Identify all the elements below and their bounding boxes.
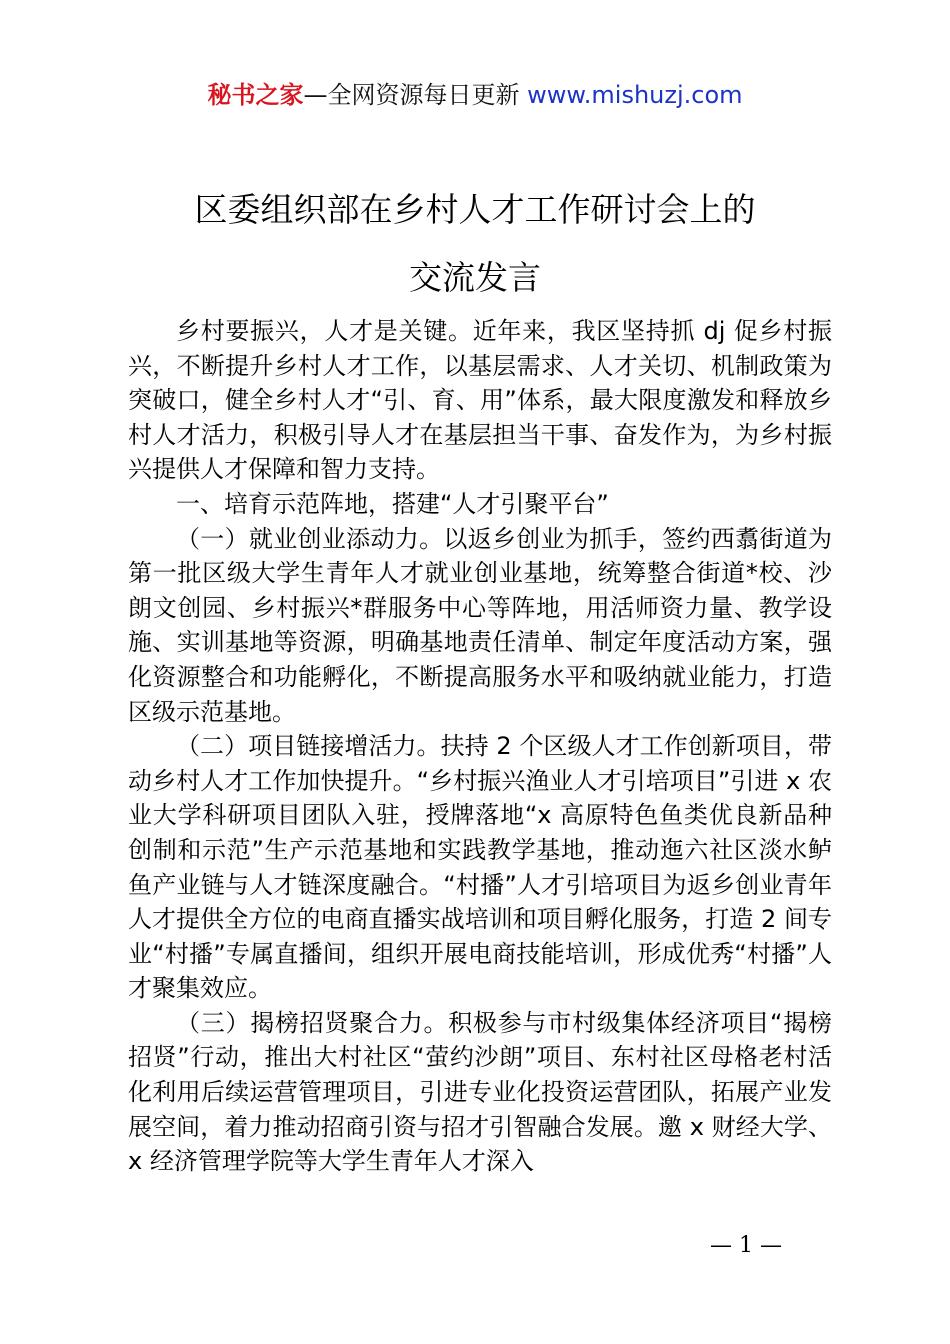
document-title-line-1: 区委组织部在乡村人才工作研讨会上的 (194, 190, 756, 229)
site-header (0, 78, 950, 112)
site-brand: 秘书之家 (207, 81, 304, 109)
page-number: — 1 — (710, 1233, 782, 1258)
subsection-1-paragraph: （一）就业创业添动力。以返乡创业为抓手，签约西翥街道为第一批区级大学生青年人才就业创业基地，统筹整合街道*校、沙朗文创园、乡村振兴*群服务中心等阵地，用活师资力量、教学设施、实训基地等资源，明确基地责任清单、制定年度活动方案，强化资源整合和功能孵化，不断提高服务水平和吸纳就业能力，打造区级示范基地。 (128, 524, 832, 726)
document-title-line-2: 交流发言 (409, 258, 541, 297)
intro-paragraph: 乡村要振兴，人才是关键。近年来，我区坚持抓 dj 促乡村振兴，不断提升乡村人才工作，以基层需求、人才关切、机制政策为突破口，健全乡村人才“引、育、用”体系，最大限度激发和释放乡村人才活力，积极引导人才在基层担当干事、奋发作为，为乡村振兴提供人才保障和智力支持。 (128, 317, 832, 484)
subsection-3-paragraph: （三）揭榜招贤聚合力。积极参与市村级集体经济项目“揭榜招贤”行动，推出大村社区“萤约沙朗”项目、东村社区母格老村活化利用后续运营管理项目，引进专业化投资运营团队，拓展产业发展空间，着力推动招商引资与招才引智融合发展。邀 x 财经大学、x 经济管理学院等大学生青年人才深入 (128, 1008, 832, 1176)
site-url-link[interactable]: www.mishuzj.com (527, 81, 743, 109)
site-tagline: —全网资源每日更新 (303, 81, 520, 109)
section-heading-1: 一、培育示范阵地，搭建“人才引聚平台” (176, 489, 609, 518)
subsection-2-paragraph: （二）项目链接增活力。扶持 2 个区级人才工作创新项目，带动乡村人才工作加快提升。“乡村振兴渔业人才引培项目”引进 x 农业大学科研项目团队入驻，授牌落地“x 高原特色鱼类优良新品种创制和示范”生产示范基地和实践教学基地，推动迤六社区淡水鲈鱼产业链与人才链深度融合。“村播”人才引培项目为返乡创业青年人才提供全方位的电商直播实战培训和项目孵化服务，打造 2 间专业“村播”专属直播间，组织开展电商技能培训，形成优秀“村播”人才聚集效应。 (128, 732, 832, 1003)
document-body (128, 314, 832, 1179)
